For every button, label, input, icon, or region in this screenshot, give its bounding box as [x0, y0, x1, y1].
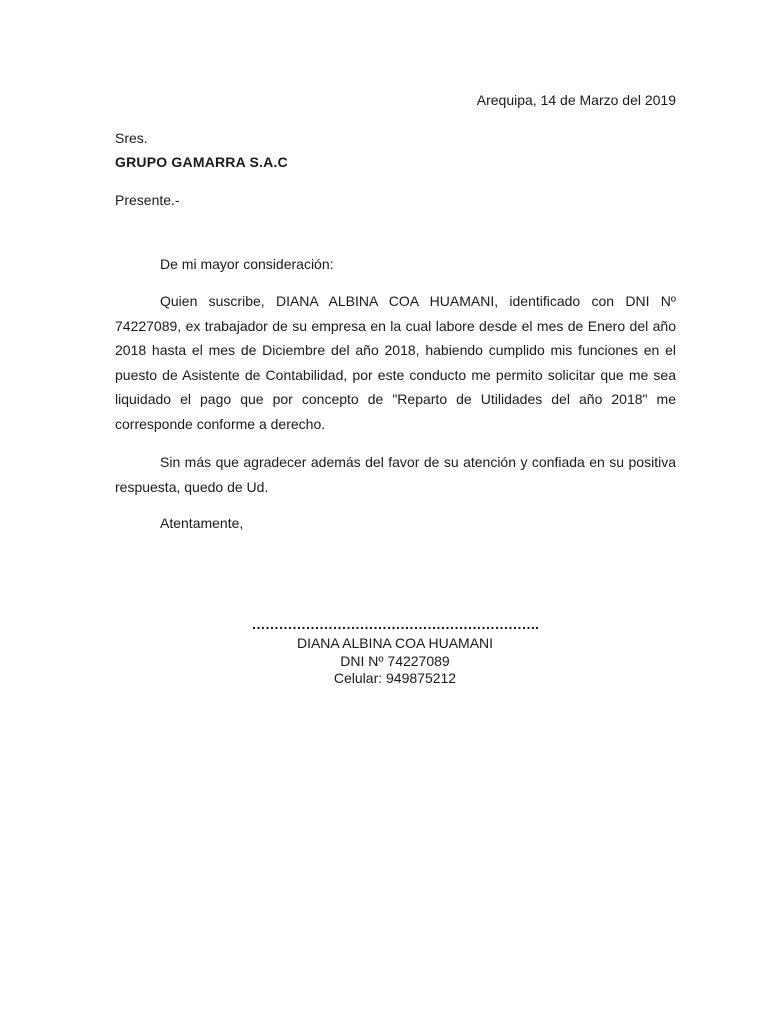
date-line: Arequipa, 14 de Marzo del 2019: [476, 92, 676, 108]
body-paragraph-request: Quien suscribe, DIANA ALBINA COA HUAMANI, identificado con DNI Nº 74227089, ex trabajador de su empresa en la cual labore desde el mes de Enero del año 2018 hasta el mes de Diciembre del año 2018, habiendo cumplido mis funciones en el puesto de Asistente de Contabilidad, por este conducto me permito solicitar que me sea liquidado el pago que por concepto de "Reparto de Utilidades del año 2018" me corresponde conforme a derecho.: [115, 293, 676, 432]
signature-line: ……………………………………………………….: [251, 616, 539, 632]
signer-dni: DNI Nº 74227089: [340, 652, 450, 669]
signer-name: DIANA ALBINA COA HUAMANI: [296, 635, 494, 651]
signer-phone: Celular: 949875212: [333, 670, 457, 686]
presente-line: Presente.-: [115, 192, 180, 208]
recipient-company: GRUPO GAMARRA S.A.C: [115, 154, 288, 170]
signature-block: [245, 617, 545, 688]
body-paragraph-thanks: Sin más que agradecer además del favor de su atención y confiada en su positiva respuesta, quedo de Ud.: [115, 454, 676, 495]
closing: Atentamente,: [160, 515, 244, 531]
salutation: Sres.: [115, 130, 148, 146]
greeting: De mi mayor consideración:: [160, 256, 334, 272]
